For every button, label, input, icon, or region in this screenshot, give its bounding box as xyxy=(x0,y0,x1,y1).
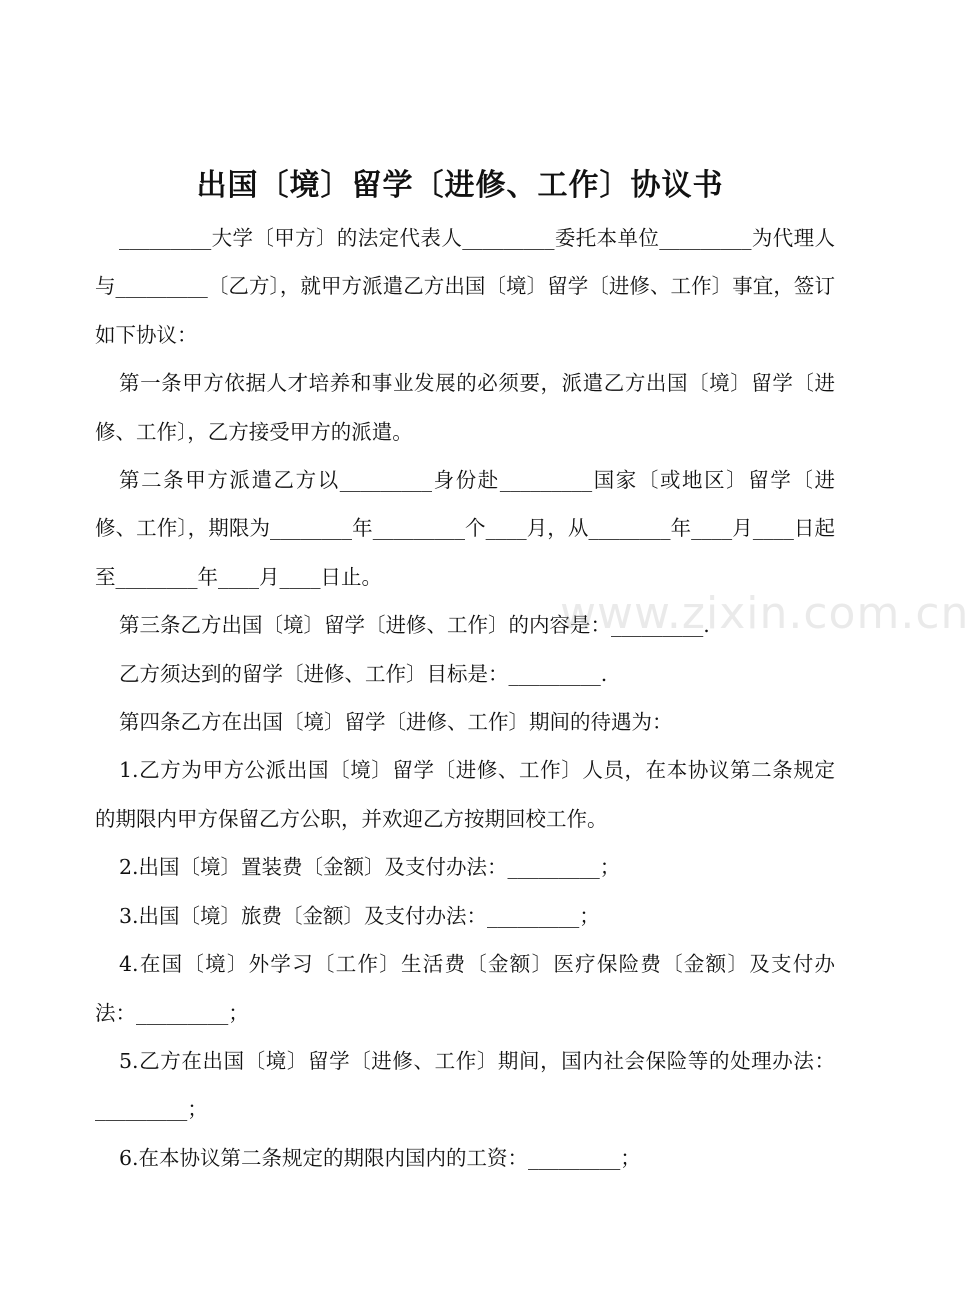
paragraph-article-4: 第四条乙方在出国〔境〕留学〔进修、工作〕期间的待遇为： xyxy=(119,710,673,735)
paragraph-article-3-goal: 乙方须达到的留学〔进修、工作〕目标是：_________. xyxy=(119,661,608,686)
paragraph-article-3: 第三条乙方出国〔境〕留学〔进修、工作〕的内容是：_________. xyxy=(119,613,710,638)
document-title: 出国〔境〕留学〔进修、工作〕协议书 xyxy=(196,168,724,203)
watermark: www.zixin.com.cn xyxy=(560,588,969,639)
paragraph-article-1: 第一条甲方依据人才培养和事业发展的必须要，派遣乙方出国〔境〕留学〔进修、工作〕，乙方接受甲方的派遣。 xyxy=(95,371,835,444)
paragraph-item-3: 3.出国〔境〕旅费〔金额〕及支付办法：_________； xyxy=(119,903,600,928)
paragraph-item-2: 2.出国〔境〕置装费〔金额〕及支付办法：_________； xyxy=(119,855,621,880)
paragraph-item-5: 5.乙方在出国〔境〕留学〔进修、工作〕期间，国内社会保险等的处理办法：_________； xyxy=(95,1048,835,1122)
paragraph-item-6: 6.在本协议第二条规定的期限内国内的工资：_________； xyxy=(119,1145,641,1170)
document-body xyxy=(95,214,835,1182)
paragraph-preamble: _________大学〔甲方〕的法定代表人_________委托本单位_________为代理人与_________〔乙方〕，就甲方派遣乙方出国〔境〕留学〔进修、工作〕事宜，签订如下协议： xyxy=(95,226,835,347)
paragraph-article-2: 第二条甲方派遣乙方以_________身份赴_________国家〔或地区〕留学〔进修、工作〕，期限为________年_________个____月，从________年____月____日起至________年____月____日止。 xyxy=(95,468,835,589)
paragraph-item-1: 1.乙方为甲方公派出国〔境〕留学〔进修、工作〕人员，在本协议第二条规定的期限内甲方保留乙方公职，并欢迎乙方按期回校工作。 xyxy=(95,758,835,831)
paragraph-item-4: 4.在国〔境〕外学习〔工作〕生活费〔金额〕医疗保险费〔金额〕及支付办法：_________； xyxy=(95,952,835,1025)
